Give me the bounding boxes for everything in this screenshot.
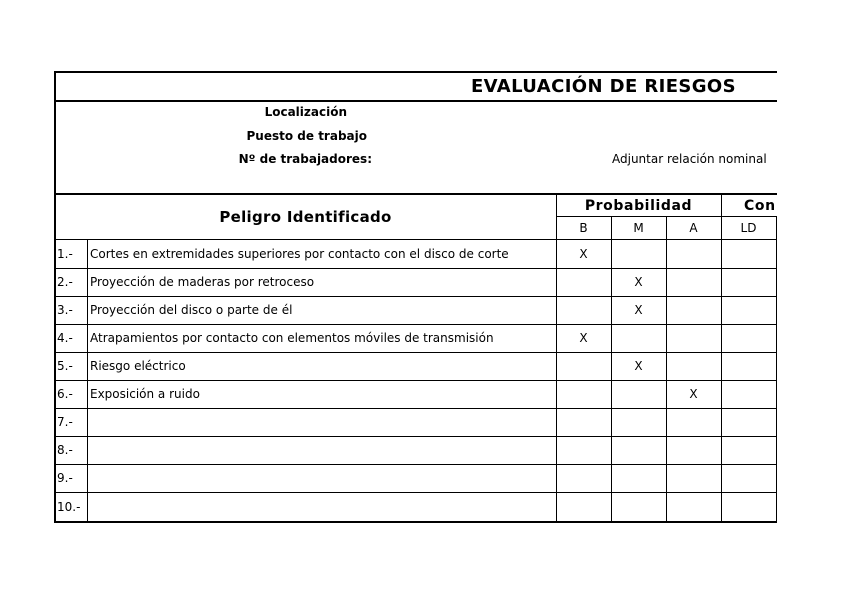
row-number: 5.- [57, 359, 73, 373]
prob-level-m: M [633, 221, 644, 235]
prob-m-mark: X [634, 359, 643, 373]
hazard-description: Cortes en extremidades superiores por contacto con el disco de corte [90, 247, 509, 261]
sheet-top-border [54, 71, 777, 73]
prob-a-mark [666, 352, 721, 380]
row-number: 3.- [57, 303, 73, 317]
consecuencias-header: Con [744, 197, 776, 214]
prob-level-a: A [689, 221, 698, 235]
prob-m-mark [611, 240, 666, 268]
prob-b-mark [556, 268, 611, 296]
num-trabajadores-label: Nº de trabajadores: [238, 152, 372, 166]
prob-b-mark [556, 296, 611, 324]
prob-a-mark [666, 240, 721, 268]
hazard-description: Exposición a ruido [90, 387, 200, 401]
prob-b-mark [556, 352, 611, 380]
row-line [54, 436, 777, 437]
row-number: 4.- [57, 331, 73, 345]
row-number: 1.- [57, 247, 73, 261]
prob-b-mark: X [579, 247, 588, 261]
risk-assessment-sheet [54, 71, 777, 523]
sheet-bottom-border [54, 521, 777, 523]
row-number: 7.- [57, 415, 73, 429]
prob-a-mark [666, 324, 721, 352]
row-number: 8.- [57, 443, 73, 457]
num-column-line [87, 240, 88, 522]
title-separator [54, 100, 777, 102]
row-line [54, 492, 777, 493]
prob-a-mark: X [689, 387, 698, 401]
cons-level-ld: LD [740, 221, 757, 235]
puesto-trabajo-label: Puesto de trabajo [246, 129, 367, 143]
page-title: EVALUACIÓN DE RIESGOS [470, 76, 736, 97]
hazard-description: Riesgo eléctrico [90, 359, 186, 373]
hazard-description: Proyección de maderas por retroceso [90, 275, 315, 289]
localizacion-label: Localización [264, 105, 347, 119]
sheet-left-border [54, 71, 56, 523]
hazard-description: Atrapamientos por contacto con elementos móviles de transmisión [90, 331, 494, 345]
a-column-line [721, 195, 722, 522]
prob-a-mark [666, 268, 721, 296]
prob-a-mark [666, 296, 721, 324]
prob-b-mark [556, 380, 611, 408]
probabilidad-header: Probabilidad [584, 197, 693, 214]
row-number: 10.- [57, 499, 81, 514]
prob-level-b: B [579, 221, 588, 235]
prob-m-mark [611, 324, 666, 352]
peligro-identificado-header: Peligro Identificado [219, 208, 392, 226]
prob-m-mark: X [634, 275, 643, 289]
row-line [54, 464, 777, 465]
prob-m-mark [611, 380, 666, 408]
ld-column-line [776, 217, 777, 522]
row-number: 9.- [57, 471, 73, 485]
prob-b-mark: X [579, 331, 588, 345]
row-number: 2.- [57, 275, 73, 289]
hazard-description: Proyección del disco o parte de él [90, 303, 293, 317]
row-number: 6.- [57, 387, 73, 401]
relacion-nominal-note: Adjuntar relación nominal [612, 152, 767, 166]
prob-m-mark: X [634, 303, 643, 317]
row-line [54, 408, 777, 409]
